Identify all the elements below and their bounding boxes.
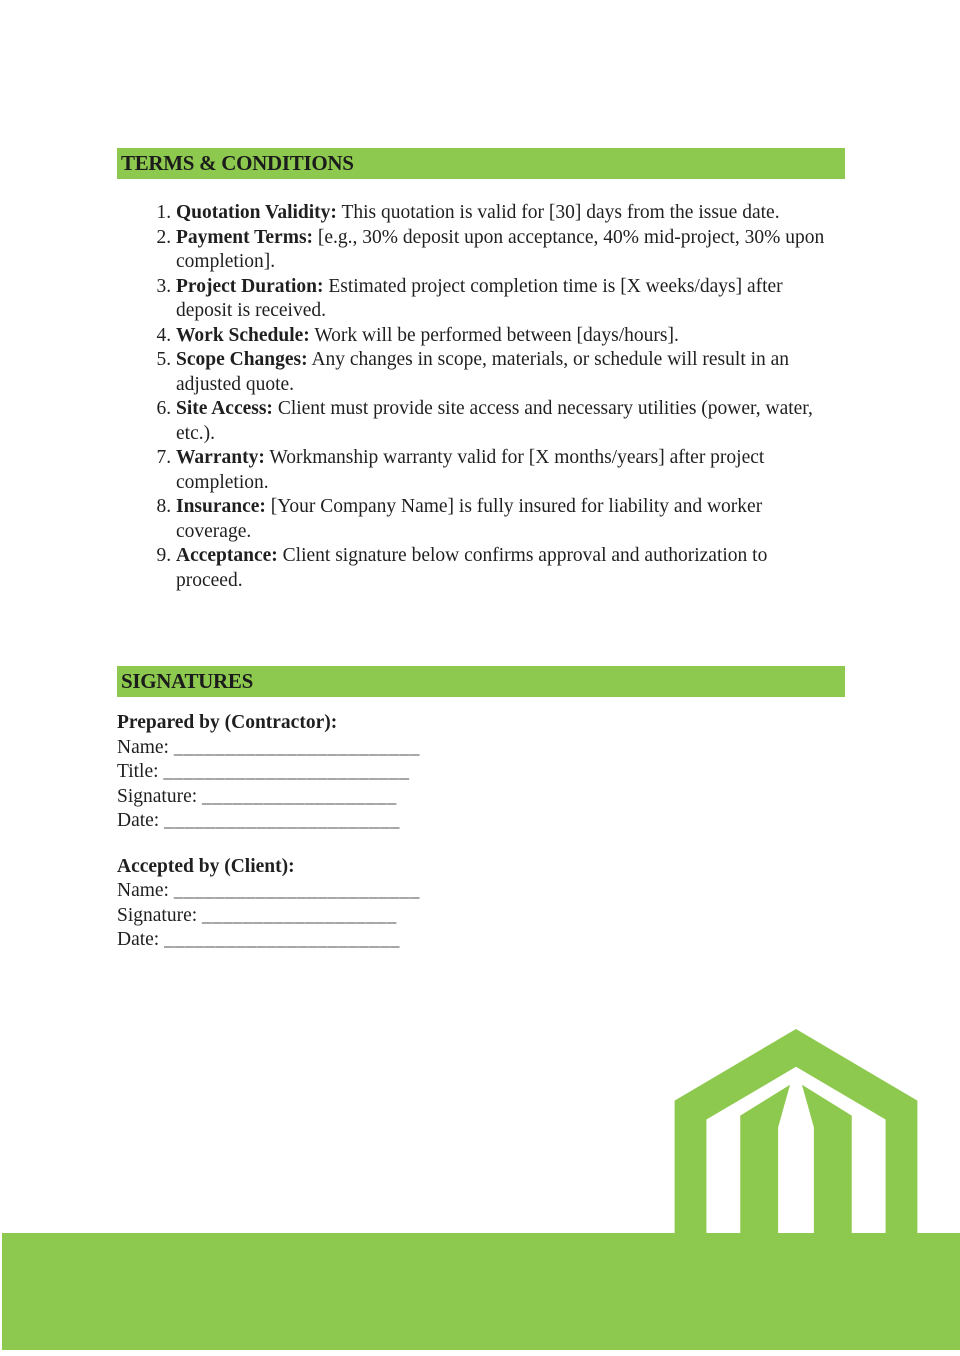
signatures-section-title: SIGNATURES bbox=[121, 669, 253, 693]
terms-item-label: Work Schedule: bbox=[176, 324, 310, 346]
signature-block bbox=[117, 855, 617, 953]
terms-item-label: Project Duration: bbox=[176, 275, 324, 297]
terms-item-text: [e.g., 30% deposit upon acceptance, 40% mid-project, 30% upon completion]. bbox=[176, 226, 825, 272]
terms-item-text: Any changes in scope, materials, or schedule will result in an adjusted quote. bbox=[176, 349, 790, 395]
signature-field-label: Name: bbox=[117, 736, 174, 758]
company-logo bbox=[672, 1028, 920, 1233]
terms-item-text: Client signature below confirms approval and authorization to proceed. bbox=[176, 545, 768, 591]
signature-field-row bbox=[117, 904, 617, 929]
terms-item-label: Site Access: bbox=[176, 398, 273, 419]
terms-item-label: Insurance: bbox=[176, 496, 266, 517]
terms-item bbox=[176, 226, 834, 275]
terms-item bbox=[176, 201, 834, 226]
signature-field-row bbox=[117, 879, 617, 904]
terms-item bbox=[176, 544, 834, 593]
signature-field-line: ___________________ bbox=[202, 904, 397, 926]
terms-item bbox=[176, 324, 834, 349]
signature-field-label: Signature: bbox=[117, 785, 203, 807]
signature-field-line: _______________________ bbox=[164, 810, 400, 831]
signature-block-heading: Accepted by (Client): bbox=[117, 855, 295, 877]
terms-item-text: This quotation is valid for [30] days from the issue date. bbox=[336, 202, 780, 223]
signature-field-row bbox=[117, 760, 617, 785]
terms-item-label: Payment Terms: bbox=[176, 226, 314, 248]
signature-field-row bbox=[117, 928, 617, 953]
terms-item-text: [Your Company Name] is fully insured for liability and worker coverage. bbox=[176, 496, 763, 542]
signature-field-label: Name: bbox=[117, 880, 174, 901]
signature-field-line: ________________________ bbox=[173, 736, 420, 758]
signature-field-row bbox=[117, 736, 617, 761]
terms-item bbox=[176, 446, 834, 495]
signatures-section-header bbox=[117, 666, 845, 697]
terms-item-label: Scope Changes: bbox=[176, 349, 308, 370]
terms-item bbox=[176, 495, 834, 544]
terms-item-text: Work will be performed between [days/hours]. bbox=[309, 324, 679, 346]
signature-blocks bbox=[117, 711, 617, 953]
signature-field-label: Date: bbox=[117, 929, 165, 950]
terms-item bbox=[176, 275, 834, 324]
signature-field-line: ________________________ bbox=[173, 880, 420, 901]
signature-field-row bbox=[117, 785, 617, 810]
signature-block bbox=[117, 711, 617, 834]
signature-field-row bbox=[117, 809, 617, 834]
terms-item-text: Estimated project completion time is [X weeks/days] after deposit is received. bbox=[176, 275, 783, 321]
signature-field-label: Title: bbox=[117, 761, 164, 782]
signature-block-heading: Prepared by (Contractor): bbox=[117, 712, 338, 733]
house-m-logo-icon bbox=[672, 1028, 920, 1233]
signature-field-label: Date: bbox=[117, 810, 165, 831]
terms-list bbox=[117, 201, 834, 593]
terms-item-label: Quotation Validity: bbox=[176, 202, 337, 223]
terms-item-label: Warranty: bbox=[176, 447, 265, 468]
signature-field-label: Signature: bbox=[117, 904, 203, 926]
terms-item-text: Workmanship warranty valid for [X months/years] after project completion. bbox=[176, 447, 765, 493]
terms-section-header bbox=[117, 148, 845, 179]
terms-item bbox=[176, 348, 834, 397]
signature-field-line: ___________________ bbox=[202, 785, 397, 807]
signature-field-line: ________________________ bbox=[163, 761, 410, 782]
terms-item-text: Client must provide site access and necessary utilities (power, water, etc.). bbox=[176, 398, 813, 444]
footer-bar bbox=[2, 1233, 960, 1350]
signature-field-line: _______________________ bbox=[164, 929, 400, 950]
terms-section-title: TERMS & CONDITIONS bbox=[121, 151, 354, 175]
terms-item-label: Acceptance: bbox=[176, 545, 278, 566]
terms-item bbox=[176, 397, 834, 446]
